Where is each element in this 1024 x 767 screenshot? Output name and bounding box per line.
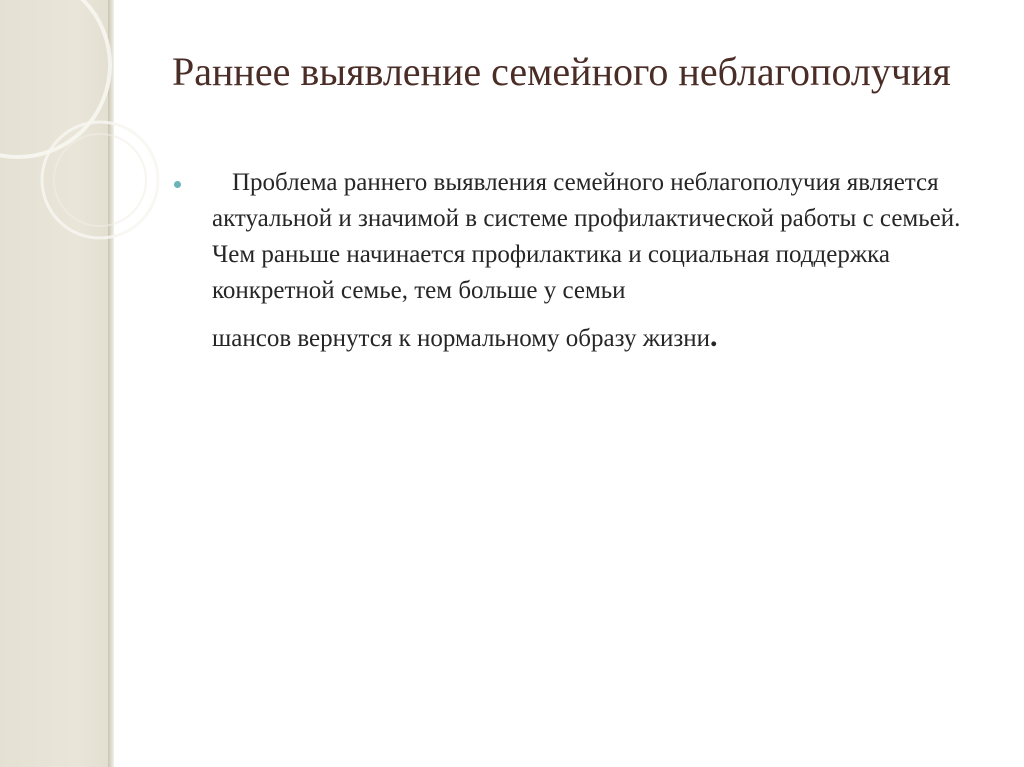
decorative-rings-icon	[0, 0, 124, 260]
bullet-last-line	[212, 319, 982, 357]
bullet-last-line-text: шансов вернутся к нормальному образу жизни	[212, 325, 710, 352]
ring-large	[0, 0, 110, 157]
slide-title: Раннее выявление семейного неблагополучия	[172, 49, 951, 94]
bullet-dot-icon	[174, 181, 181, 188]
ring-small	[42, 122, 158, 238]
ring-small-inner	[54, 134, 146, 226]
bullet-final-punct: .	[710, 320, 718, 353]
bullet-text: Проблема раннего выявления семейного неблагополучия является актуальной и значимой в системе профилактической работы с семьей. Чем раньше начинается профилактика и социальная поддержка конкретной семье, тем больше у семьи	[212, 169, 961, 304]
bullet-list	[172, 165, 982, 357]
bullet-item	[172, 165, 982, 357]
